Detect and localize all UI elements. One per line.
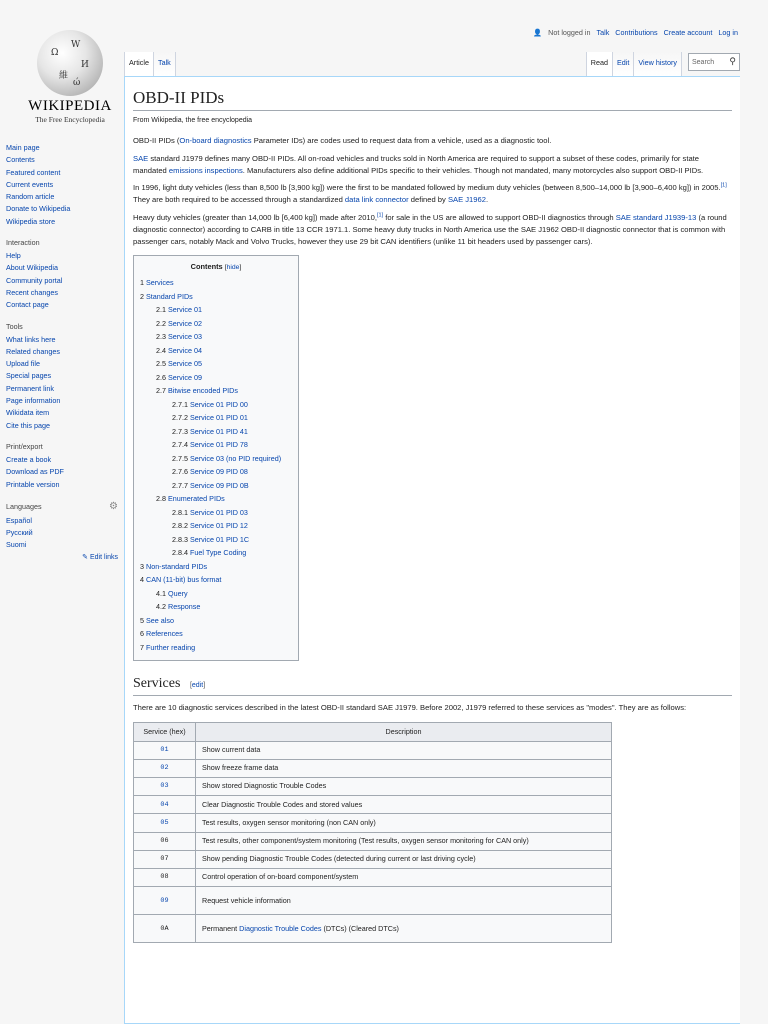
toc-number: 2.3 <box>156 332 166 342</box>
toc-item[interactable] <box>140 614 292 628</box>
toc-text: Bitwise encoded PIDs <box>168 386 238 396</box>
service-description: Show freeze frame data <box>196 759 612 777</box>
emissions-inspections-link[interactable]: emissions inspections <box>168 165 243 175</box>
table-row <box>134 778 612 796</box>
text: In 1996, light duty vehicles (less than 8,500 lb [3,900 kg]) were the first to be mandated followed by medium duty vehicles (between 8,500–14,000 lb [3,900–6,400 kg]) in 2005. <box>133 183 721 193</box>
service-description: Clear Diagnostic Trouble Codes and stored values <box>196 796 612 814</box>
service-description: Show current data <box>196 741 612 759</box>
text: . <box>485 195 489 205</box>
text: (DTCs) (Cleared DTCs) <box>321 923 399 933</box>
interaction-heading: Interaction <box>6 238 40 248</box>
search-icon[interactable]: ⚲ <box>729 56 736 66</box>
text: Parameter IDs) are codes used to request data from a vehicle, used as a diagnostic tool. <box>251 136 552 146</box>
puzzle-globe-icon: Ω W И 維 ώ <box>37 30 103 96</box>
pencil-icon: ✎ <box>82 553 89 561</box>
toc-number: 2.8 <box>156 494 166 504</box>
text: OBD-II PIDs ( <box>133 136 180 146</box>
search-input[interactable] <box>688 53 740 71</box>
table-row <box>134 814 612 832</box>
tab-article[interactable]: Article <box>124 52 154 76</box>
service-description <box>196 915 612 943</box>
toc-text: Service 03 (no PID required) <box>190 453 282 463</box>
service-code[interactable]: 09 <box>134 887 196 915</box>
services-table-body <box>134 741 612 943</box>
text: Heavy duty vehicles (greater than 14,000 lb [6,400 kg]) made after 2010, <box>133 212 377 222</box>
toc-item[interactable] <box>140 479 292 493</box>
toc-text: Service 01 PID 78 <box>190 440 248 450</box>
service-code: 07 <box>134 850 196 868</box>
sidebar-languages <box>6 515 118 552</box>
table-row <box>134 887 612 915</box>
tools-6[interactable]: Wikidata item <box>6 408 50 418</box>
interaction-1[interactable]: About Wikipedia <box>6 263 58 273</box>
service-description: Control operation of on-board component/system <box>196 868 612 886</box>
languages-1[interactable]: Русский <box>6 528 33 538</box>
toc-number: 2.7.6 <box>172 467 188 477</box>
toc-item[interactable] <box>140 425 292 439</box>
edit-section-link[interactable]: edit <box>191 682 204 690</box>
toc-number: 2.7.3 <box>172 426 188 436</box>
site-sub: From Wikipedia, the free encyclopedia <box>133 117 253 124</box>
languages-2[interactable]: Suomi <box>6 540 27 550</box>
tab-read[interactable]: Read <box>586 52 613 76</box>
service-description: Test results, oxygen sensor monitoring (non CAN only) <box>196 814 612 832</box>
create-account-link[interactable]: Create account <box>663 28 713 37</box>
toc-text: Service 03 <box>168 332 202 342</box>
languages-0[interactable]: Español <box>6 515 32 525</box>
toc-text: References <box>146 629 183 639</box>
services-table <box>133 722 612 943</box>
nav-1[interactable]: Contents <box>6 155 35 165</box>
toc-text: Further reading <box>146 642 196 652</box>
tab-talk[interactable]: Talk <box>154 52 176 76</box>
toc-number: 1 <box>140 278 144 288</box>
toc-number: 4.2 <box>156 602 166 612</box>
toc-item[interactable] <box>140 317 292 331</box>
toc-number: 2 <box>140 291 144 301</box>
toc-hide-toggle[interactable]: [hide] <box>224 263 242 271</box>
nav-5[interactable]: Donate to Wikipedia <box>6 204 71 214</box>
edit-bracket-open: [ <box>189 682 192 690</box>
toc-text: Service 09 PID 08 <box>190 467 248 477</box>
toc-number: 2.8.1 <box>172 507 188 517</box>
toc-text: Service 01 PID 12 <box>190 521 248 531</box>
toc-number: 2.7.4 <box>172 440 188 450</box>
service-code: 08 <box>134 868 196 886</box>
toc-number: 2.7.5 <box>172 453 188 463</box>
toc-item[interactable] <box>140 465 292 479</box>
nav-4[interactable]: Random article <box>6 192 55 202</box>
toc-number: 2.6 <box>156 372 166 382</box>
toc-item[interactable] <box>140 452 292 466</box>
text: defined by <box>408 195 448 205</box>
toc-item[interactable] <box>140 641 292 655</box>
toc-number: 5 <box>140 615 144 625</box>
page-title: OBD-II PIDs <box>133 87 732 111</box>
sidebar-tools <box>6 334 118 432</box>
toc-item[interactable] <box>140 600 292 614</box>
toc-item[interactable] <box>140 330 292 344</box>
text: They are both required to be accessed through a standardized <box>133 195 345 205</box>
toc-item[interactable] <box>140 627 292 641</box>
toc-item[interactable] <box>140 438 292 452</box>
service-code: 06 <box>134 832 196 850</box>
column-header-service: Service (hex) <box>134 723 196 741</box>
toc-text: Service 01 PID 1C <box>190 534 250 544</box>
toc-text: Service 02 <box>168 318 202 328</box>
personal-tools <box>533 28 738 37</box>
toc-text: Enumerated PIDs <box>168 494 225 504</box>
toc-number: 4 <box>140 575 144 585</box>
service-description: Show stored Diagnostic Trouble Codes <box>196 778 612 796</box>
toc-number: 7 <box>140 642 144 652</box>
toc-number: 2.7.2 <box>172 413 188 423</box>
service-description: Request vehicle information <box>196 887 612 915</box>
table-row <box>134 832 612 850</box>
toc-text: Non-standard PIDs <box>146 561 208 571</box>
data-link-connector-link[interactable]: data link connector <box>344 195 409 205</box>
toc-item[interactable] <box>140 533 292 547</box>
table-row <box>134 868 612 886</box>
toc-number: 2.8.4 <box>172 548 188 558</box>
toc-hide-link[interactable]: hide <box>226 263 240 271</box>
toc-item[interactable] <box>140 411 292 425</box>
contributions-link[interactable]: Contributions <box>615 28 658 37</box>
toc-text: See also <box>146 615 174 625</box>
logo-tagline: The Free Encyclopedia <box>35 115 105 124</box>
edit-bracket-close: ] <box>203 682 206 690</box>
services-heading <box>133 675 732 696</box>
sae-j1939-link[interactable]: SAE standard J1939-13 <box>615 212 697 222</box>
sidebar-interaction <box>6 250 118 311</box>
user-icon: 👤 <box>533 28 543 37</box>
tab-edit[interactable]: Edit <box>613 52 634 76</box>
not-logged-in-label: Not logged in <box>548 28 591 37</box>
toc-item[interactable] <box>140 357 292 371</box>
search-placeholder: Search <box>692 58 715 66</box>
sidebar <box>6 142 118 564</box>
toc-text: Service 04 <box>168 345 202 355</box>
column-header-description: Description <box>196 723 612 741</box>
nav-0[interactable]: Main page <box>6 143 40 152</box>
service-code: 0A <box>134 915 196 943</box>
toc-text: Fuel Type Coding <box>190 548 247 558</box>
sae-j1962-link[interactable]: SAE J1962 <box>447 195 486 205</box>
log-in-link[interactable]: Log in <box>718 28 738 37</box>
toc-item[interactable] <box>140 519 292 533</box>
table-row <box>134 759 612 777</box>
toc-number: 2.5 <box>156 359 166 369</box>
intro-paragraph-1 <box>133 135 732 147</box>
toc-item[interactable] <box>140 506 292 520</box>
toc-number: 4.1 <box>156 588 166 598</box>
tools-3[interactable]: Special pages <box>6 371 52 381</box>
tools-heading: Tools <box>6 321 23 331</box>
toc-item[interactable] <box>140 398 292 412</box>
interaction-3[interactable]: Recent changes <box>6 287 58 297</box>
citation-1b[interactable]: [1] <box>377 212 384 219</box>
toc-number: 3 <box>140 561 144 571</box>
languages-header <box>6 501 118 512</box>
tools-4[interactable]: Permanent link <box>6 383 54 393</box>
intro-paragraph-3 <box>133 182 732 207</box>
text: standard J1979 defines many OBD-II PIDs. All on-road vehicles and trucks sold in North America are required to support a subset of these codes, primarily for state mandated <box>133 153 700 175</box>
toc-text: Service 09 <box>168 372 202 382</box>
table-row <box>134 850 612 868</box>
toc-number: 2.2 <box>156 318 166 328</box>
service-code[interactable]: 01 <box>134 741 196 759</box>
text: . Manufacturers also define additional PIDs specific to their vehicles. Though not mandated, many motorcycles also support OBD-II PIDs. <box>242 165 704 175</box>
text: for sale in the US are allowed to support OBD-II diagnostics through <box>383 212 616 222</box>
text: (a round diagnostic connector) according to CARB in title 13 CCR 1971.1. Some heavy duty trucks in North America use the SAE J1962 OBD-II diagnostic connector that is common with passenger cars, notably Mack and Volvo Trucks, however they use 29 bit CAN identifiers (unlike 11 bit headers used by passenger cars). <box>133 212 727 247</box>
toc-item[interactable] <box>140 290 292 304</box>
service-code[interactable]: 05 <box>134 814 196 832</box>
toc-text: Service 01 PID 00 <box>190 399 248 409</box>
toc-text: Standard PIDs <box>146 291 193 301</box>
sidebar-navigation <box>6 142 118 228</box>
languages-heading: Languages <box>6 501 42 511</box>
print-0[interactable]: Create a book <box>6 454 52 464</box>
table-row <box>134 741 612 759</box>
service-code[interactable]: 04 <box>134 796 196 814</box>
toc-item[interactable] <box>140 492 292 506</box>
services-intro: There are 10 diagnostic services described in the latest OBD-II standard SAE J1979. Before 2002, J1979 referred to these services as "modes". They are as follows: <box>133 703 687 713</box>
tools-1[interactable]: Related changes <box>6 346 60 356</box>
toc-number: 2.1 <box>156 305 166 315</box>
namespace-tabs <box>124 52 176 76</box>
toc-item[interactable] <box>140 546 292 560</box>
service-code[interactable]: 02 <box>134 759 196 777</box>
service-code[interactable]: 03 <box>134 778 196 796</box>
sidebar-print-export <box>6 454 118 491</box>
tools-0[interactable]: What links here <box>6 334 56 344</box>
edit-links[interactable] <box>6 552 118 564</box>
toc-text: Service 09 PID 0B <box>190 480 249 490</box>
toc-item[interactable] <box>140 344 292 358</box>
toc-text: CAN (11-bit) bus format <box>146 575 222 585</box>
services-heading-text: Services <box>133 676 181 692</box>
table-row <box>134 796 612 814</box>
toc-text: Query <box>168 588 188 598</box>
view-tabs <box>586 52 740 76</box>
table-of-contents <box>133 255 299 662</box>
toc-number: 2.7.7 <box>172 480 188 490</box>
toc-number: 2.8.2 <box>172 521 188 531</box>
toc-title <box>140 260 292 275</box>
toc-item[interactable] <box>140 560 292 574</box>
gear-icon[interactable]: ⚙ <box>109 500 118 512</box>
print-export-heading: Print/export <box>6 441 43 451</box>
tab-view-history[interactable]: View history <box>634 52 682 76</box>
wikipedia-logo[interactable] <box>22 30 118 124</box>
toc-item[interactable] <box>140 303 292 317</box>
toc-item[interactable] <box>140 384 292 398</box>
wordmark: WIKIPEDIA <box>28 98 112 114</box>
toc-item[interactable] <box>140 371 292 385</box>
table-row <box>134 915 612 943</box>
toc-text: Service 01 PID 03 <box>190 507 248 517</box>
toc-number: 2.7 <box>156 386 166 396</box>
toc-text: Service 01 PID 41 <box>190 426 248 436</box>
toc-number: 2.8.3 <box>172 534 188 544</box>
toc-item[interactable] <box>140 587 292 601</box>
sae-link[interactable]: SAE <box>133 153 149 163</box>
print-2[interactable]: Printable version <box>6 479 60 489</box>
toc-list <box>140 276 292 654</box>
toc-number: 2.7.1 <box>172 399 188 409</box>
article-content <box>124 76 740 1024</box>
toc-number: 2.4 <box>156 345 166 355</box>
toc-text: Service 01 PID 01 <box>190 413 248 423</box>
toc-number: 6 <box>140 629 144 639</box>
toc-text: Service 01 <box>168 305 202 315</box>
tools-7[interactable]: Cite this page <box>6 420 50 430</box>
toc-text: Service 05 <box>168 359 202 369</box>
toc-item[interactable] <box>140 276 292 290</box>
toc-text: Response <box>168 602 201 612</box>
interaction-0[interactable]: Help <box>6 251 21 261</box>
nav-3[interactable]: Current events <box>6 179 54 189</box>
edit-links-label: Edit links <box>89 553 118 561</box>
print-1[interactable]: Download as PDF <box>6 467 64 477</box>
section-edit[interactable] <box>190 682 205 689</box>
intro-paragraph-2 <box>133 153 732 178</box>
nav-6[interactable]: Wikipedia store <box>6 216 56 226</box>
user-talk-link[interactable]: Talk <box>596 28 610 37</box>
text: Permanent <box>202 923 240 933</box>
toc-heading: Contents <box>190 261 223 271</box>
table-header-row <box>134 723 612 741</box>
tools-5[interactable]: Page information <box>6 396 61 406</box>
diagnostic-trouble-codes-link[interactable]: Diagnostic Trouble Codes <box>239 923 322 933</box>
citation-1[interactable]: [1] <box>720 182 727 189</box>
interaction-4[interactable]: Contact page <box>6 300 49 310</box>
interaction-2[interactable]: Community portal <box>6 275 63 285</box>
nav-2[interactable]: Featured content <box>6 167 61 177</box>
service-description: Show pending Diagnostic Trouble Codes (detected during current or last driving cycle) <box>196 850 612 868</box>
toc-item[interactable] <box>140 573 292 587</box>
tools-2[interactable]: Upload file <box>6 359 40 369</box>
on-board-diagnostics-link[interactable]: On-board diagnostics <box>179 136 252 146</box>
service-description: Test results, other component/system monitoring (Test results, oxygen sensor monitoring for CAN only) <box>196 832 612 850</box>
toc-text: Services <box>146 278 174 288</box>
intro-paragraph-4 <box>133 212 732 249</box>
